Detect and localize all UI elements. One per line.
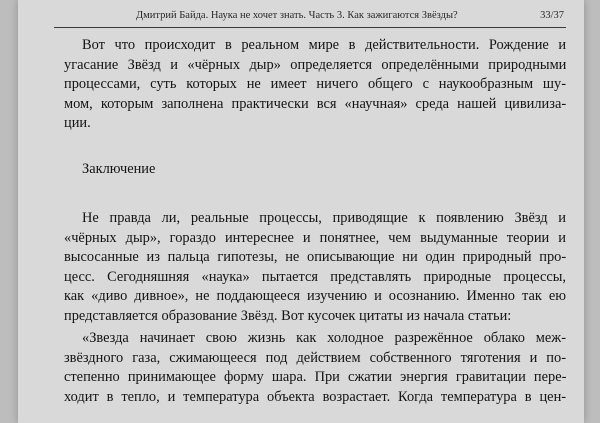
text-line: мом, которым заполнена практически вся «научная» среда нашей цивилиза-: [64, 95, 567, 112]
paragraph-2: [64, 209, 566, 327]
header-title: Дмитрий Байда. Наука не хочет знать. Часть 3. Как зажигаются Звёзды?: [136, 10, 458, 21]
text-line: «Звезда начинает свою жизнь как холодное разрежённое облако меж-: [82, 330, 566, 346]
text-line: Вот что происходит в реальном мире в действительности. Рождение и: [82, 37, 567, 53]
text-line: звёздного газа, сжимающееся под действием собственного тяготения и по-: [64, 349, 566, 366]
text-line: ходит в тепло, и температура объекта возрастает. Когда температура в цен-: [64, 388, 567, 405]
quote-paragraph: [64, 329, 566, 407]
document-page: [18, 0, 584, 423]
text-line: Не правда ли, реальные процессы, приводящие к появлению Звёзд и: [82, 210, 567, 226]
text-line: высосанные из пальца гипотезы, не описывающие ни один природный про-: [64, 249, 567, 266]
text-line: представляется образование Звёзд. Вот кусочек цитаты из начала статьи:: [64, 307, 512, 324]
text-line: процессами, суть которых не имеет ничего общего с наукообразным шу-: [64, 76, 566, 93]
text-line: «чёрных дыр», гораздо интереснее и понятнее, чем выдуманные теории и: [64, 229, 566, 246]
text-line: ции.: [64, 115, 91, 132]
running-header: [18, 0, 584, 28]
paragraph-1: [64, 36, 566, 134]
text-line: цесс. Сегодняшняя «наука» пытается представлять природные процессы,: [64, 268, 566, 285]
text-line: угасание Звёзд и «чёрных дыр» определяется определёнными природными: [64, 56, 567, 73]
text-line: как «диво дивное», не поддающееся изучению и осознанию. Именно так ею: [64, 288, 566, 305]
section-heading: Заключение: [82, 161, 156, 177]
text-line: степенно принимающее форму шара. При сжатии энергия гравитации пере-: [64, 369, 567, 386]
page-number: 33/37: [540, 10, 564, 21]
header-rule: [54, 27, 566, 28]
